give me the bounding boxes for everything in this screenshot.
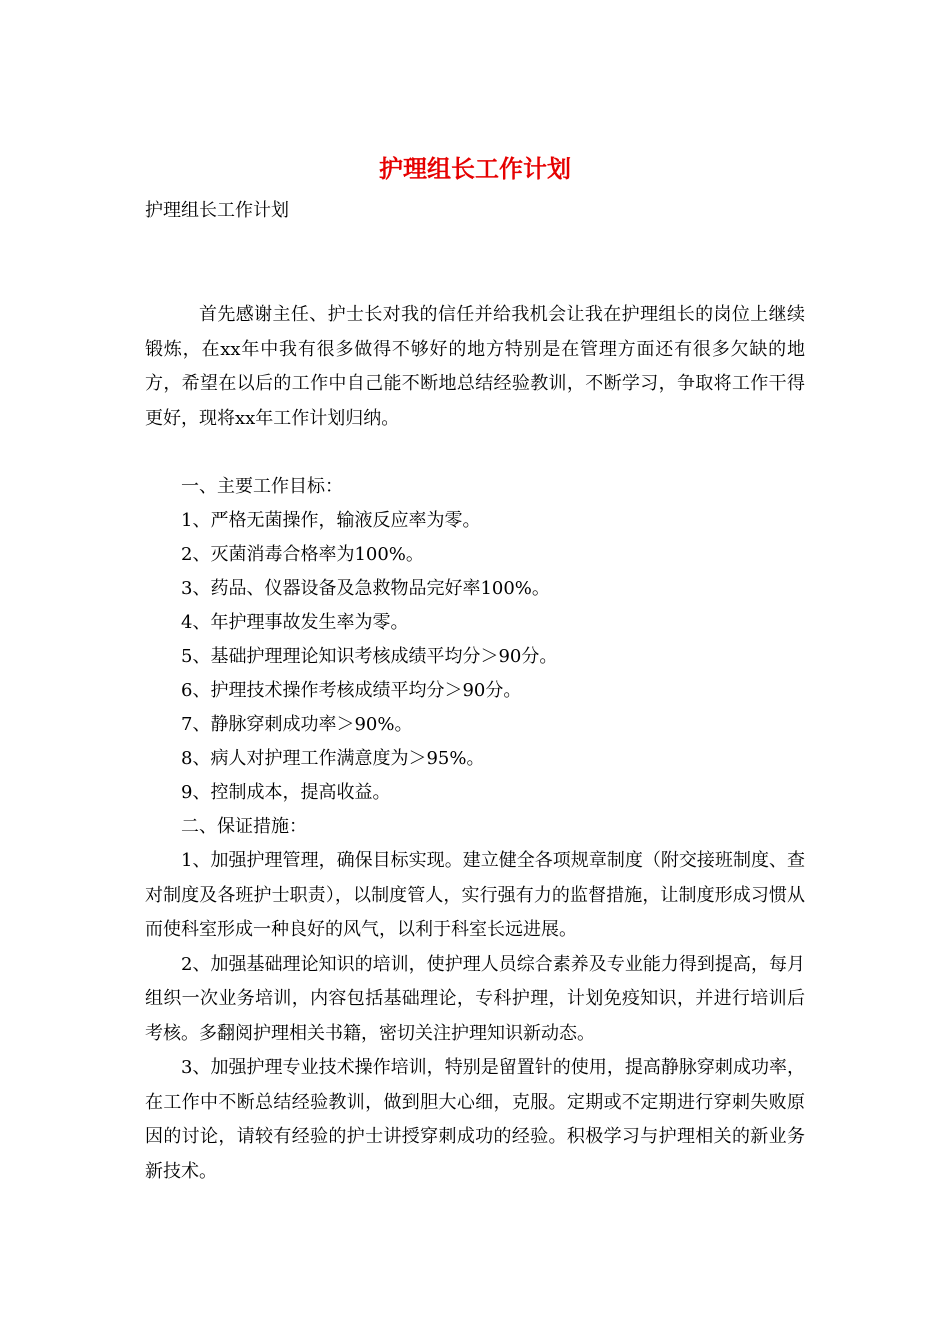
goal-item: 6、护理技术操作考核成绩平均分＞90分。 (181, 680, 522, 701)
goal-item: 3、药品、仪器设备及急救物品完好率100%。 (181, 578, 550, 599)
section-heading-measures: 二、保证措施： (181, 816, 307, 837)
goal-item: 7、静脉穿刺成功率＞90%。 (181, 714, 413, 735)
measure-paragraph: 1、加强护理管理，确保目标实现。建立健全各项规章制度（附交接班制度、查对制度及各班护士职责），以制度管人，实行强有力的监督措施，让制度形成习惯从而使科室形成一种良好的风气，以利于科室长远进展。 (145, 850, 805, 940)
goal-item: 5、基础护理理论知识考核成绩平均分＞90分。 (181, 646, 558, 667)
paragraph-gap (145, 436, 805, 470)
measure-paragraph: 2、加强基础理论知识的培训，使护理人员综合素养及专业能力得到提高，每月组织一次业务培训，内容包括基础理论，专科护理，计划免疫知识，并进行培训后考核。多翻阅护理相关书籍，密切关注护理知识新动态。 (145, 953, 805, 1044)
goal-item: 2、灭菌消毒合格率为100%。 (181, 544, 424, 565)
goal-item: 1、严格无菌操作，输液反应率为零。 (181, 510, 481, 531)
goal-item: 9、控制成本，提高收益。 (181, 782, 391, 803)
measure-paragraph: 3、加强护理专业技术操作培训，特别是留置针的使用，提高静脉穿刺成功率，在工作中不断总结经验教训，做到胆大心细，克服。定期或不定期进行穿刺失败原因的讨论，请较有经验的护士讲授穿刺成功的经验。积极学习与护理相关的新业务新技术。 (145, 1057, 805, 1182)
section-heading-goals: 一、主要工作目标： (181, 476, 343, 497)
intro-paragraph: 首先感谢主任、护士长对我的信任并给我机会让我在护理组长的岗位上继续锻炼，在xx年中我有很多做得不够好的地方特别是在管理方面还有很多欠缺的地方，希望在以后的工作中自己能不断地总结经验教训，不断学习，争取将工作干得更好，现将xx年工作计划归纳。 (145, 304, 805, 429)
document-title: 护理组长工作计划 (379, 154, 571, 183)
goal-item: 4、年护理事故发生率为零。 (181, 612, 409, 633)
goal-item: 8、病人对护理工作满意度为＞95%。 (181, 748, 485, 769)
document-body (145, 298, 805, 1189)
document-subtitle: 护理组长工作计划 (145, 200, 289, 221)
